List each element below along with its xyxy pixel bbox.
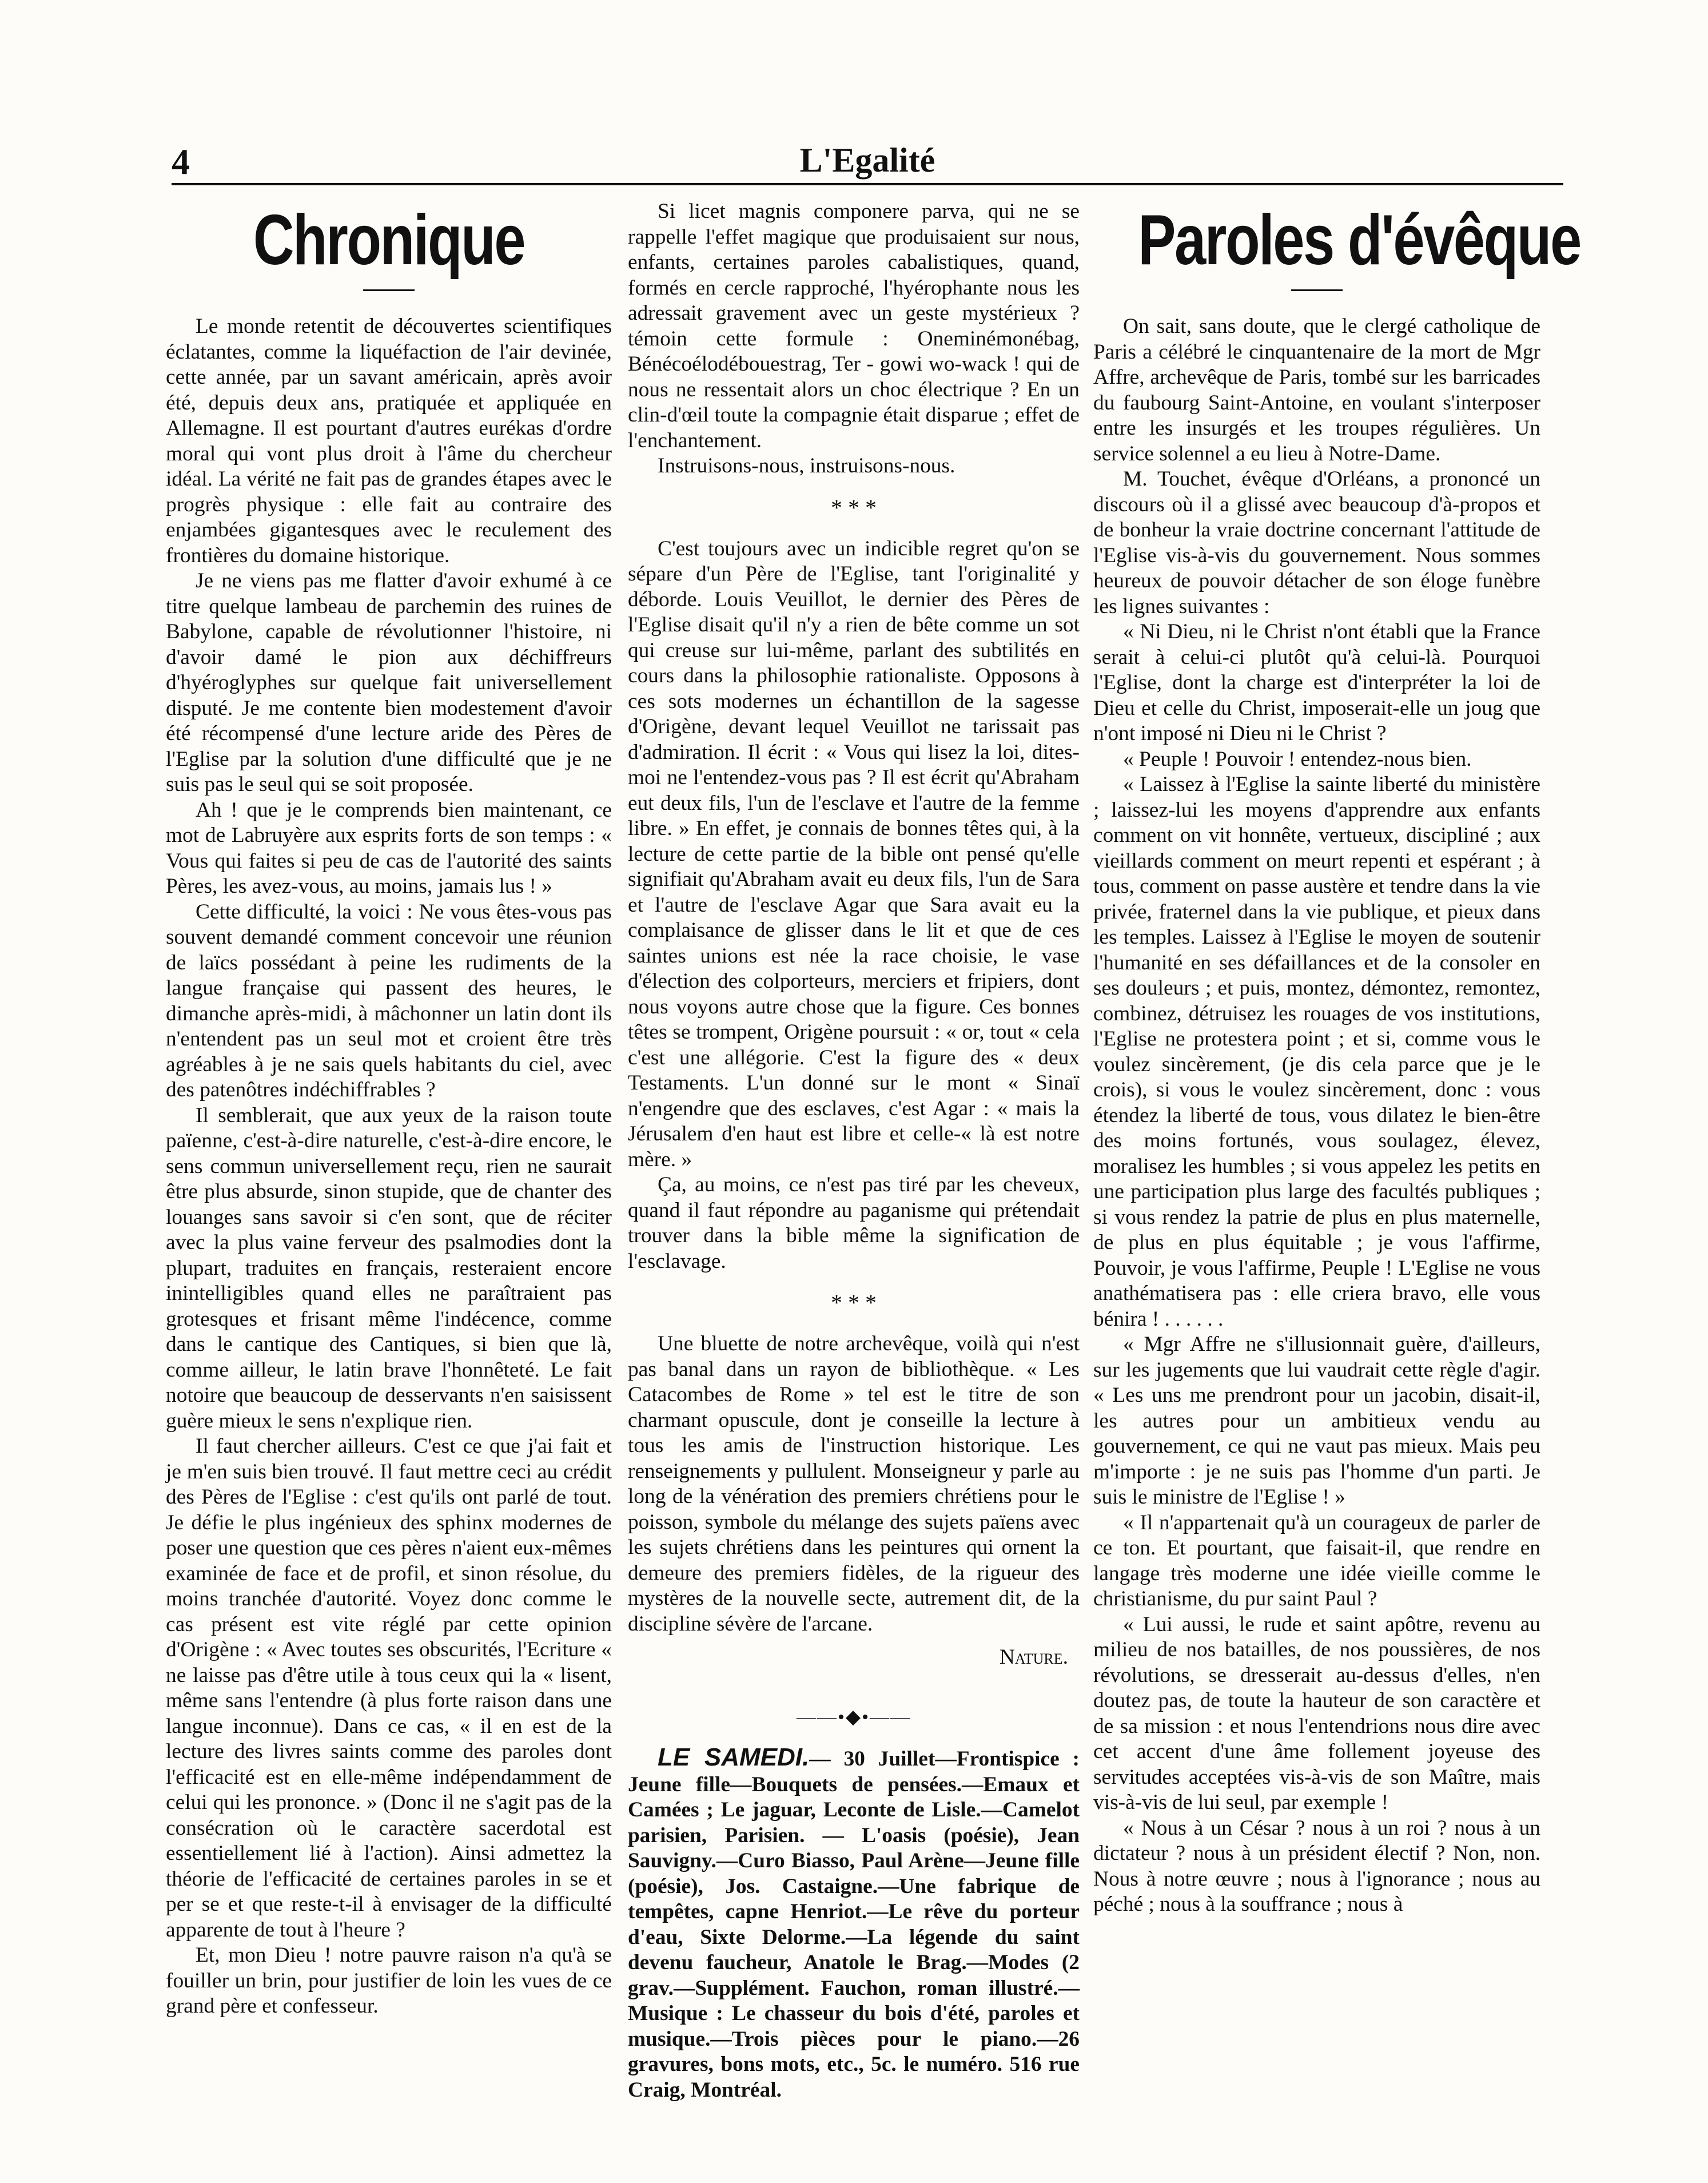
column-chronique — [166, 199, 612, 2019]
paroles-paragraph: « Il n'appartenait qu'à un courageux de parler de ce ton. Et pourtant, que faisait-il, que rendre en langage très moderne une idée vieille comme le christianisme, du pur saint Paul ? — [1093, 1510, 1540, 1611]
middle-paragraph: C'est toujours avec un indicible regret qu'on se sépare d'un Père de l'Eglise, tant l'originalité y déborde. Louis Veuillot, le dernier des Pères de l'Eglise disait qu'il n'y a rien de bête comme un sot qui creuse sur lui-même, parlant des subtilités en cours dans la philosophie rationaliste. Opposons à ces sots modernes un échantillon de la sagesse d'Origène, devant lequel Veuillot ne tarissait pas d'admiration. Il écrit : « Vous qui lisez la loi, dites-moi ne l'entendez-vous pas ? Il est écrit qu'Abraham eut deux fils, l'un de l'esclave et l'autre de la femme libre. » En effet, je connais de bonnes têtes qui, à la lecture de cette partie de la bible ont pensé qu'elle signifiait qu'Abraham avait eu deux fils, l'un de Sara et l'autre de l'esclave Agar que Sara avait eu la complaisance de glisser dans le lit et que de ces saintes unions est née la race choisie, le vase d'élection des colporteurs, merciers et fripiers, dont nous voyons autre chose que la figure. Ces bonnes têtes se trompent, Origène poursuit : « or, tout « cela c'est une allégorie. C'est la figure des « deux Testaments. L'un donné sur le mont « Sinaï n'engendre que des esclaves, c'est Agar : « mais la Jérusalem d'en haut est libre et celle-« là est notre mère. » — [628, 536, 1080, 1171]
paroles-paragraph: « Mgr Affre ne s'illusionnait guère, d'ailleurs, sur les jugements que lui vaudrait cette règle d'agir. « Les uns me prendront pour un jacobin, disait-il, les autres pour un ambitieux vendu au gouvernement, ce qui ne vaut pas mieux. Mais peu m'importe : je ne suis pas l'homme d'un parti. Je suis le ministre de l'Eglise ! » — [1093, 1333, 1540, 1509]
chronique-paragraph: Le monde retentit de découvertes scientifiques éclatantes, comme la liquéfaction de l'air devinée, cette année, par un savant américain, après avoir été, depuis deux ans, pratiquée et appliquée en Allemagne. Il est pourtant d'autres eurékas d'ordre moral qui vont plus droit à l'âme du chercheur idéal. La vérité ne fait pas de grandes étapes avec le progrès physique : elle fait au contraire des enjambées gigantesques avec le reculement des frontières du domaine historique. — [166, 315, 612, 567]
asterism-separator: * * * — [831, 1290, 877, 1315]
column-paroles — [1093, 199, 1580, 1918]
paroles-heading-rule — [1291, 289, 1343, 291]
ornament-divider: ——•◆•—— — [797, 1706, 911, 1728]
chronique-paragraph: Je ne viens pas me flatter d'avoir exhumé à ce titre quelque lambeau de parchemin des ruines de Babylone, capable de révolutionner l'histoire, ni d'avoir damé le pion aux déchiffreurs d'hyéroglyphes sur quelque fait universellement disputé. Je me contente bien modestement d'avoir été récompensé d'une lecture aride des Pères de l'Eglise par la solution d'une difficulté que je ne suis pas le seul qui se soit proposée. — [166, 569, 612, 796]
chronique-paragraph: Cette difficulté, la voici : Ne vous êtes-vous pas souvent demandé comment concevoir une réunion de laïcs possédant à peine les rudiments de la langue française qui passent des heures, le dimanche après-midi, à mâchonner un latin dont ils n'entendent pas un seul mot et croient être très agréables à je ne sais quels habitants du ciel, avec des patenôtres indéchiffrables ? — [166, 900, 612, 1102]
samedi-advertisement — [628, 1745, 1080, 2103]
chronique-heading-rule — [363, 289, 415, 291]
paroles-paragraph: « Laissez à l'Eglise la sainte liberté du ministère ; laissez-lui les moyens d'apprendre aux enfants comment on vit honnête, vertueux, discipliné ; aux vieillards comment on meurt repenti et espérant ; à tous, comment on passe austère et tendre dans la vie privée, fraternel dans la vie publique, et pieux dans les temples. Laissez à l'Eglise le moyen de soutenir l'humanité en ses défaillances et de la consoler en ses douleurs ; et puis, montez, démontez, remontez, combinez, détruisez les rouages de vos institutions, l'Eglise ne protestera point ; et si, comme vous le voulez sincèrement, (je dis cela parce que je le crois), si vous le voulez sincèrement, donc : vous étendez la liberté de tous, vous dilatez le bien-être des moins fortunés, vous soulagez, élevez, moralisez les humbles ; si vous appelez les petits en une participation plus large des facultés publiques ; si vous rendez la patrie de plus en plus maternelle, de plus en plus équitable ; je vous l'affirme, Pouvoir, je vous l'affirme, Peuple ! L'Eglise ne vous anathématisera pas : elle criera bravo, elle vous bénira ! . . . . . . — [1093, 773, 1540, 1331]
column-middle — [628, 199, 1080, 2103]
chronique-paragraph: Ah ! que je le comprends bien maintenant, ce mot de Labruyère aux esprits forts de son temps : « Vous qui faites si peu de cas de l'autorité des saints Pères, les avez-vous, au moins, jamais lus ! » — [166, 798, 612, 898]
middle-paragraph: Si licet magnis componere parva, qui ne se rappelle l'effet magique que produisaient sur nous, enfants, certaines paroles cabalistiques, quand, formés en cercle rapproché, l'hyérophante nous les adressait gravement avec un geste mystérieux ? témoin cette formule : Oneminémonébag, Bénécoélodébouestrag, Ter - gowi wo-wack ! qui de nous ne ressentait alors un choc électrique ? En un clin-d'œil toute la compagnie était disparue ; effet de l'enchantement. — [628, 200, 1080, 452]
newspaper-title: L'Egalité — [799, 141, 935, 179]
asterism-separator: * * * — [831, 494, 877, 520]
page-header — [172, 141, 1563, 181]
page-number: 4 — [172, 141, 190, 182]
chronique-paragraph: Il faut chercher ailleurs. C'est ce que j'ai fait et je m'en suis bien trouvé. Il faut mettre ceci au crédit des Pères de l'Eglise : c'est qu'ils ont parlé de tout. Je défie le plus ingénieux des sphinx modernes de poser une question que ces pères n'aient eux-mêmes examinée de face et de profil, et sinon résolue, du moins tranchée d'autorité. Voyez donc comme le cas présent est vite réglé par cette opinion d'Origène : « Avec toutes ses obscurités, l'Ecriture « ne laisse pas d'être utile à tous ceux qui la « lisent, même sans l'entendre (à plus forte raison dans une langue inconnue). Dans ce cas, « il en est de la lecture des livres saints comme des paroles dont l'efficacité est en elle-même indépendamment de celui qui les prononce. » (Donc il ne s'agit pas de la consécration où le caractère sacerdotal est essentiellement lié à l'action). Ainsi admettez la théorie de l'efficacité de certaines paroles in se et per se et que reste-t-il à envisager de la difficulté apparente de tout à l'heure ? — [166, 1434, 612, 1942]
author-signature: Nature. — [999, 1645, 1068, 1669]
chronique-paragraph: Il semblerait, que aux yeux de la raison toute païenne, c'est-à-dire naturelle, c'est-à-dire encore, le sens commun universellement reçu, rien ne saurait être plus absurde, sinon stupide, que de chanter des louanges sans savoir si c'en sont, que de réciter avec la plus vaine ferveur des psalmodies dont la plupart, traduites en français, resteraient encore inintelligibles quand elles ne paraîtraient pas grotesques et frisant même l'indécence, comme dans le cantique des Cantiques, si bien que là, comme ailleur, le latin brave l'honnêteté. Le fait notoire que beaucoup de desservants n'en saisissent guère mieux le sens n'explique rien. — [166, 1103, 612, 1433]
header-rule — [172, 183, 1563, 185]
paroles-paragraph: « Ni Dieu, ni le Christ n'ont établi que la France serait à celui-ci plutôt qu'à celui-là. Pourquoi l'Eglise, dont la charge est d'interpréter la loi de Dieu et celle du Christ, imposerait-elle un joug que n'ont imposé ni Dieu ni le Christ ? — [1093, 620, 1540, 745]
paroles-heading: Paroles d'évêque — [1138, 201, 1580, 280]
paroles-paragraph: « Lui aussi, le rude et saint apôtre, revenu au milieu de nos batailles, de nos poussières, de nos révolutions, se dresserait au-dessus d'elles, n'en doutez pas, de toute la hauteur de son caractère et de sa mission : et nous l'entendrions nous dire avec cet accent d'une âme follement joyeuse des servitudes acceptées vis-à-vis de son Maître, mais vis-à-vis de lui seul, par exemple ! — [1093, 1612, 1540, 1814]
paroles-paragraph: « Nous à un César ? nous à un roi ? nous à un dictateur ? nous à un président électif ? Non, non. Nous à notre œuvre ; nous à l'ignorance ; nous au péché ; nous à la souffrance ; nous à — [1093, 1816, 1540, 1916]
chronique-paragraph: Et, mon Dieu ! notre pauvre raison n'a qu'à se fouiller un brin, pour justifier de loin les vues de ce grand père et confesseur. — [166, 1943, 612, 2018]
paroles-paragraph: « Peuple ! Pouvoir ! entendez-nous bien. — [1123, 747, 1472, 771]
samedi-heading: LE SAMEDI. — [658, 1743, 810, 1771]
paroles-paragraph: M. Touchet, évêque d'Orléans, a prononcé un discours où il a glissé avec beaucoup d'à-propos et de bonheur la vraie doctrine concernant l'attitude de l'Eglise vis-à-vis du gouvernement. Nous sommes heureux de pouvoir détacher de son éloge funèbre les lignes suivantes : — [1093, 467, 1540, 618]
paroles-paragraph: On sait, sans doute, que le clergé catholique de Paris a célébré le cinquantenaire de la mort de Mgr Affre, archevêque de Paris, tombé sur les barricades du faubourg Saint-Antoine, en voulant s'interposer entre les insurgés et les troupes régulières. Un service solennel a eu lieu à Notre-Dame. — [1093, 315, 1540, 466]
middle-paragraph: Instruisons-nous, instruisons-nous. — [658, 454, 955, 478]
middle-paragraph: Une bluette de notre archevêque, voilà qui n'est pas banal dans un rayon de bibliothèque. « Les Catacombes de Rome » tel est le titre de son charmant opuscule, dont je conseille la lecture à tous les amis de l'instruction historique. Les renseignements y pullulent. Monseigneur y parle au long de la vénération des premiers chrétiens pour le poisson, symbole du mélange des sujets païens avec les sujets chrétiens dans les peintures qui ornent la demeure des premiers fidèles, de la rigueur des mystères de la nouvelle secte, autrement dit, de la discipline sévère de l'arcane. — [628, 1332, 1080, 1636]
chronique-heading: Chronique — [253, 201, 525, 280]
samedi-text: — 30 Juillet—Frontispice : Jeune fille—Bouquets de pensées.—Emaux et Camées ; Le jaguar, Leconte de Lisle.—Camelot parisien, Parisien. — L'oasis (poésie), Jean Sauvigny.—Curo Biasso, Paul Arène—Jeune fille (poésie), Jos. Castaigne.—Une fabrique de tempêtes, capne Henriot.—Le rêve du porteur d'eau, Sixte Delorme.—La légende du saint devenu faucheur, Anatole le Brag.—Modes (2 grav.—Supplément. Fauchon, roman illustré.—Musique : Le chasseur du bois d'été, paroles et musique.—Trois pièces pour le piano.—26 gravures, bons mots, etc., 5c. le numéro. 516 rue Craig, Montréal. — [628, 1747, 1080, 2102]
middle-paragraph: Ça, au moins, ce n'est pas tiré par les cheveux, quand il faut répondre au paganisme qui prétendait trouver dans la bible même la signification de l'esclavage. — [628, 1173, 1080, 1273]
